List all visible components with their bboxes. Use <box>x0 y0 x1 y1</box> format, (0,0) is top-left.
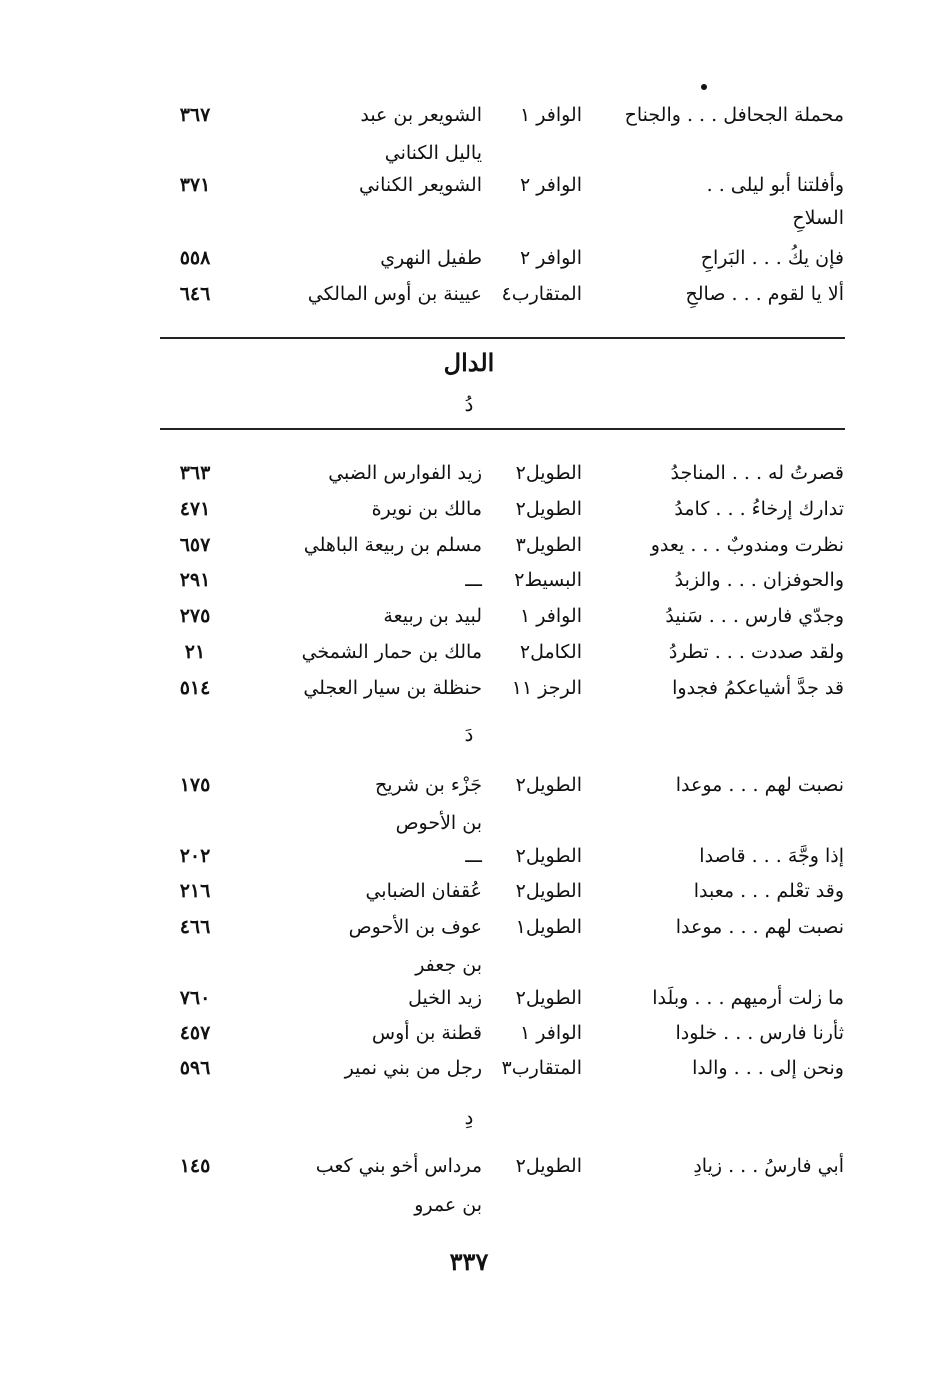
index-row <box>0 243 938 273</box>
page-ref-cell: ٤٥٧ <box>179 1022 211 1044</box>
verse-cell: فإن يكُ . . . البَراحِ <box>700 247 844 269</box>
group-label: دِ <box>464 1105 474 1129</box>
meter-cell: الوافر ١ <box>520 104 582 126</box>
poet-cell: مرداس أخو بني كعب <box>315 1155 482 1177</box>
verse-continuation <box>0 203 938 233</box>
meter-cell: المتقارب٤ <box>501 283 582 305</box>
verse-cell: قد جدَّ أشياعكمُ فجدوا <box>672 677 844 699</box>
page-ref-cell: ٤٦٦ <box>179 916 211 938</box>
page-ref-cell: ٢٩١ <box>179 569 211 591</box>
index-row <box>0 565 938 595</box>
meter-cell: الطويل٣ <box>515 534 582 556</box>
verse-cell: أبي فارسُ . . . زيادِ <box>693 1155 844 1177</box>
verse-cell: ما زلت أرميهم . . . وبلَدا <box>652 987 844 1009</box>
poet-continuation <box>0 1190 938 1220</box>
page-ref-cell: ٤٧١ <box>179 498 211 520</box>
poet-cell: عوف بن الأحوص <box>348 916 482 938</box>
poet-cont-text: بن عمرو <box>414 1194 482 1216</box>
meter-cell: الوافر ٢ <box>520 247 582 269</box>
meter-cell: الطويل٢ <box>515 880 582 902</box>
verse-cell: نصبت لهم . . . موعدا <box>675 774 844 796</box>
meter-cell: الرجز ١١ <box>511 677 582 699</box>
group-label: دُ <box>464 392 474 416</box>
group-label: دَ <box>464 722 474 746</box>
index-row <box>0 530 938 560</box>
verse-cell: نظرت ومندوبٌ . . . يعدو <box>650 534 844 556</box>
poet-cont-text: ياليل الكناني <box>384 142 482 164</box>
poet-cell: لبيد بن ربيعة <box>383 605 482 627</box>
poet-cont-text: بن جعفر <box>415 954 482 976</box>
index-row <box>0 912 938 942</box>
poet-cell: طفيل النهري <box>380 247 482 269</box>
poet-cell: عيينة بن أوس المالكي <box>307 283 482 305</box>
index-row <box>0 279 938 309</box>
verse-cell: تدارك إرخاءُ . . . كامدُ <box>674 498 844 520</box>
page-ref-cell: ١٤٥ <box>179 1155 211 1177</box>
page-ref-cell: ٥٥٨ <box>179 247 211 269</box>
poet-continuation <box>0 808 938 838</box>
verse-cell: ولقد صددت . . . تطردُ <box>668 641 844 663</box>
meter-cell: الطويل٢ <box>515 774 582 796</box>
meter-cell: الطويل٢ <box>515 1155 582 1177</box>
index-row <box>0 170 938 200</box>
poet-continuation <box>0 950 938 980</box>
verse-cell: محملة الجحافل . . . والجناح <box>624 104 844 126</box>
poet-cell: حنظلة بن سيار العجلي <box>303 677 482 699</box>
index-row <box>0 1018 938 1048</box>
page-ref-cell: ٢٠٢ <box>179 845 211 867</box>
section-title: الدال <box>443 348 495 377</box>
poet-cell: مسلم بن ربيعة الباهلي <box>303 534 482 556</box>
meter-cell: الوافر ١ <box>520 605 582 627</box>
page-ref-cell: ٢١٦ <box>179 880 211 902</box>
meter-cell: الوافر ١ <box>520 1022 582 1044</box>
meter-cell: الطويل٢ <box>515 845 582 867</box>
verse-cell: إذا وجَّهَ . . . قاصدا <box>699 845 844 867</box>
page-ref-cell: ٧٦٠ <box>179 987 211 1009</box>
page-ref-cell: ١٧٥ <box>179 774 211 796</box>
verse-cell: وقد تعْلم . . . معبدا <box>693 880 844 902</box>
page-ref-cell: ٢١ <box>184 641 206 663</box>
index-row <box>0 983 938 1013</box>
page-ref-cell: ٥٩٦ <box>179 1057 211 1079</box>
meter-cell: البسيط٢ <box>514 569 582 591</box>
verse-cell: وجدّي فارس . . . سَنيدُ <box>665 605 844 627</box>
verse-cell: والحوفزان . . . والزبدُ <box>674 569 844 591</box>
poet-cell: جَزْء بن شريح <box>375 774 482 796</box>
page-ref-cell: ٦٥٧ <box>179 534 211 556</box>
verse-cell: ثأرنا فارس . . . خلودا <box>675 1022 844 1044</box>
poet-cell: الشويعر بن عبد <box>360 104 482 126</box>
meter-cell: الوافر ٢ <box>520 174 582 196</box>
section-bottom-rule <box>160 428 845 430</box>
index-row <box>0 1053 938 1083</box>
poet-cell: مالك بن نويرة <box>371 498 482 520</box>
poet-cell: عُقفان الضبابي <box>365 880 482 902</box>
page-ref-cell: ٢٧٥ <box>179 605 211 627</box>
verse-cell: ونحن إلى . . . والدا <box>692 1057 844 1079</box>
verse-cell: نصبت لهم . . . موعدا <box>675 916 844 938</box>
meter-cell: الطويل٢ <box>515 462 582 484</box>
index-row <box>0 494 938 524</box>
poet-cont-text: بن الأحوص <box>395 812 482 834</box>
poet-cell: رجل من بني نمير <box>344 1057 482 1079</box>
poet-cell: قطنة بن أوس <box>371 1022 482 1044</box>
index-row <box>0 770 938 800</box>
poet-cell: ـــ <box>465 845 482 867</box>
meter-cell: الكامل٢ <box>519 641 582 663</box>
meter-cell: الطويل١ <box>515 916 582 938</box>
poet-cell: زيد الخيل <box>408 987 482 1009</box>
index-row <box>0 673 938 703</box>
verse-cell: قصرتُ له . . . المناجدُ <box>670 462 844 484</box>
meter-cell: الطويل٢ <box>515 987 582 1009</box>
page-ref-cell: ٣٦٣ <box>179 462 211 484</box>
poet-continuation <box>0 138 938 168</box>
meter-cell: المتقارب٣ <box>501 1057 582 1079</box>
index-row <box>0 100 938 130</box>
verse-cell: ألا يا لقوم . . . صالحِ <box>685 283 844 305</box>
poet-cell: مالك بن حمار الشمخي <box>301 641 482 663</box>
section-top-rule <box>160 337 845 339</box>
index-row <box>0 1151 938 1181</box>
index-row <box>0 458 938 488</box>
page-ref-cell: ٦٤٦ <box>179 283 211 305</box>
poet-cell: الشويعر الكناني <box>358 174 482 196</box>
index-row <box>0 637 938 667</box>
poet-cell: ـــ <box>465 569 482 591</box>
meter-cell: الطويل٢ <box>515 498 582 520</box>
index-row <box>0 876 938 906</box>
index-row <box>0 841 938 871</box>
page-ref-cell: ٥١٤ <box>179 677 211 699</box>
poet-cell: زيد الفوارس الضبي <box>328 462 482 484</box>
index-row <box>0 601 938 631</box>
verse-cell: وأفلتنا أبو ليلى . . <box>706 174 844 196</box>
verse-cont-text: السلاحِ <box>792 207 844 229</box>
page-ref-cell: ٣٦٧ <box>179 104 211 126</box>
ink-dot <box>701 84 707 90</box>
page-number: ٣٣٧ <box>449 1247 489 1276</box>
page-ref-cell: ٣٧١ <box>179 174 211 196</box>
